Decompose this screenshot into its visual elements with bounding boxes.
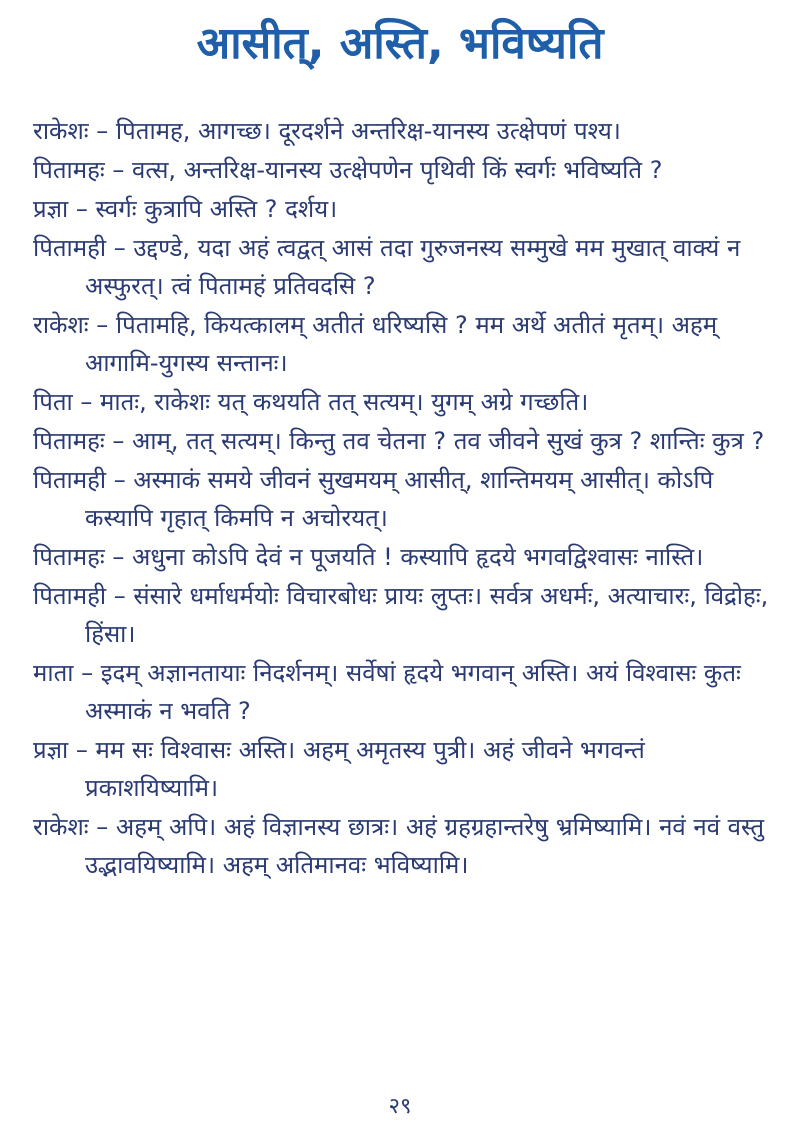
- dialogue-line: [33, 151, 773, 189]
- dialogue-line: [33, 306, 773, 382]
- page-title: आसीत्, अस्ति, भविष्यति: [196, 18, 604, 69]
- dash: –: [112, 156, 125, 184]
- dialogue-text: स्वर्गः कुत्रापि अस्ति ? दर्शय।: [95, 195, 338, 223]
- dash: –: [75, 195, 88, 223]
- speaker-name: पितामहः: [33, 427, 105, 455]
- dialogue-text: पितामहि, कियत्कालम् अतीतं धरिष्यसि ? मम अर्थे अतीतं मृतम्। अहम् आगामि-युगस्य सन्तानः।: [85, 311, 718, 377]
- page-number: २९: [388, 1094, 412, 1119]
- dialogue-text: वत्स, अन्तरिक्ष-यानस्य उत्क्षेपणेन पृथिवी किं स्वर्गः भविष्यति ?: [131, 156, 663, 184]
- dash: –: [113, 582, 126, 610]
- dash: –: [112, 427, 125, 455]
- dialogue-line: [33, 229, 773, 305]
- dash: –: [80, 388, 93, 416]
- dash: –: [113, 466, 126, 494]
- dialogue-text: मम सः विश्वासः अस्ति। अहम् अमृतस्य पुत्री। अहं जीवने भगवन्तं प्रकाशयिष्यामि।: [85, 736, 645, 802]
- dash: –: [112, 543, 125, 571]
- dialogue-line: [33, 112, 773, 150]
- dialogue-text: मातः, राकेशः यत् कथयति तत् सत्यम्। युगम् अग्रे गच्छति।: [100, 388, 589, 416]
- dialogue-line: [33, 461, 773, 537]
- speaker-name: पितामही: [33, 582, 107, 610]
- dialogue-text: उद्दण्डे, यदा अहं त्वद्वत् आसं तदा गुरुजनस्य सम्मुखे मम मुखात् वाक्यं न अस्फुरत्। त्वं पितामहं प्रतिवदसि ?: [85, 234, 741, 300]
- speaker-name: राकेशः: [33, 117, 89, 145]
- dialogue-line: [33, 422, 773, 460]
- speaker-name: प्रज्ञा: [33, 195, 69, 223]
- dialogue-line: [33, 190, 773, 228]
- dialogue-text: अस्माकं समये जीवनं सुखमयम् आसीत्, शान्तिमयम् आसीत्। कोऽपि कस्यापि गृहात् किमपि न अचोरयत्।: [85, 466, 714, 532]
- speaker-name: पितामहः: [33, 156, 105, 184]
- dialogue-line: [33, 654, 773, 730]
- dialogue-line: [33, 808, 773, 884]
- speaker-name: माता: [33, 659, 74, 687]
- dialogue-text: आम्, तत् सत्यम्। किन्तु तव चेतना ? तव जीवने सुखं कुत्र ? शान्तिः कुत्र ?: [131, 427, 765, 455]
- dash: –: [96, 813, 109, 841]
- speaker-name: प्रज्ञा: [33, 736, 69, 764]
- dialogue-body: [33, 112, 773, 885]
- dialogue-line: [33, 731, 773, 807]
- speaker-name: पिता: [33, 388, 73, 416]
- dialogue-line: [33, 383, 773, 421]
- dialogue-text: इदम् अज्ञानतायाः निदर्शनम्। सर्वेषां हृदये भगवान् अस्ति। अयं विश्वासः कुतः अस्माकं न भवति ?: [85, 659, 741, 725]
- dialogue-text: संसारे धर्माधर्मयोः विचारबोधः प्रायः लुप्तः। सर्वत्र अधर्मः, अत्याचारः, विद्रोहः, हिंसा।: [85, 582, 769, 648]
- dash: –: [113, 234, 126, 262]
- speaker-name: पितामही: [33, 234, 107, 262]
- dialogue-text: पितामह, आगच्छ। दूरदर्शने अन्तरिक्ष-यानस्य उत्क्षेपणं पश्य।: [115, 117, 621, 145]
- dialogue-line: [33, 577, 773, 653]
- speaker-name: राकेशः: [33, 311, 89, 339]
- dash: –: [75, 736, 88, 764]
- speaker-name: पितामहः: [33, 543, 105, 571]
- speaker-name: पितामही: [33, 466, 107, 494]
- speaker-name: राकेशः: [33, 813, 89, 841]
- dialogue-line: [33, 538, 773, 576]
- dash: –: [96, 311, 109, 339]
- dash: –: [96, 117, 109, 145]
- dash: –: [81, 659, 94, 687]
- dialogue-text: अहम् अपि। अहं विज्ञानस्य छात्रः। अहं ग्रहग्रहान्तरेषु भ्रमिष्यामि। नवं नवं वस्तु उद्भावयिष्यामि। अहम् अतिमानवः भविष्यामि।: [85, 813, 765, 879]
- dialogue-text: अधुना कोऽपि देवं न पूजयति ! कस्यापि हृदये भगवद्विश्वासः नास्ति।: [131, 543, 704, 571]
